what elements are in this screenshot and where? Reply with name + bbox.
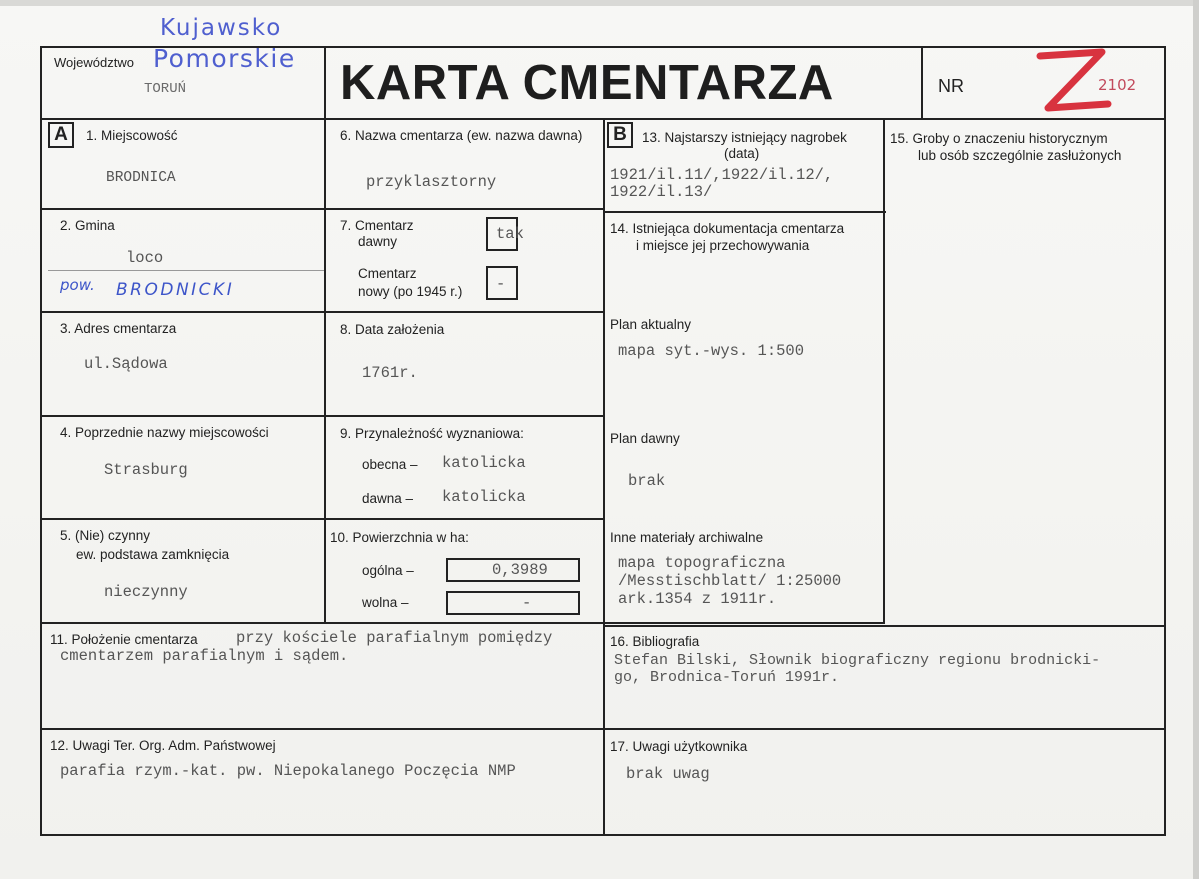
f14-plan-dawny-label: Plan dawny: [610, 431, 680, 446]
f1-value: BRODNICA: [106, 170, 176, 186]
f17-label: 17. Uwagi użytkownika: [610, 739, 748, 754]
rule-row5b: [603, 625, 1166, 627]
f10-wolna-label: wolna –: [362, 595, 409, 610]
f10-wolna-value: -: [522, 594, 532, 612]
f11-label: 11. Położenie cmentarza: [50, 632, 198, 647]
col-3: [883, 118, 885, 624]
f17-value: brak uwag: [626, 765, 710, 783]
f12-label: 12. Uwagi Ter. Org. Adm. Państwowej: [50, 738, 276, 753]
f16-value-line2: go, Brodnica-Toruń 1991r.: [614, 669, 840, 686]
f2-hand-prefix: pow.: [60, 276, 95, 294]
f13-label-line1: 13. Najstarszy istniejący nagrobek: [642, 130, 847, 145]
f8-value: 1761r.: [362, 364, 418, 382]
f2-value: loco: [126, 249, 164, 267]
f7-dawny-value: tak: [496, 225, 524, 243]
f14-plan-dawny-value: brak: [628, 472, 666, 490]
f8-label: 8. Data założenia: [340, 322, 445, 337]
f3-label: 3. Adres cmentarza: [60, 321, 177, 336]
f10-label: 10. Powierzchnia w ha:: [330, 530, 469, 545]
f2-label: 2. Gmina: [60, 218, 115, 233]
col-1: [324, 46, 326, 624]
f14-inne-label: Inne materiały archiwalne: [610, 530, 764, 545]
nr-label: NR: [938, 76, 964, 96]
f9-label: 9. Przynależność wyznaniowa:: [340, 426, 524, 441]
f13-label-line2: (data): [724, 146, 760, 161]
stamp-kujawsko: Kujawsko: [160, 15, 283, 41]
f7-label-line1: 7. Cmentarz: [340, 218, 414, 233]
f7-nowy-line2: nowy (po 1945 r.): [358, 284, 463, 299]
section-b-letter: B: [607, 122, 633, 148]
col-nr: [921, 46, 923, 118]
f14-label-line1: 14. Istniejąca dokumentacja cmentarza: [610, 221, 845, 236]
f4-label: 4. Poprzednie nazwy miejscowości: [60, 425, 269, 440]
f11-value-line1: przy kościele parafialnym pomiędzy: [236, 629, 553, 647]
f16-label: 16. Bibliografia: [610, 634, 700, 649]
f7-nowy-line1: Cmentarz: [358, 266, 417, 281]
f11-value-line2: cmentarzem parafialnym i sądem.: [60, 647, 349, 665]
rule-row5: [40, 622, 885, 624]
f10-ogolna-value: 0,3989: [492, 561, 548, 579]
scan-right-edge: [1193, 0, 1199, 879]
rule-row4: [40, 518, 605, 520]
f5-label-line2: ew. podstawa zamknięcia: [76, 547, 230, 562]
col-2: [603, 118, 605, 836]
scan-top-edge: [0, 0, 1199, 6]
f14-label-line2: i miejsce jej przechowywania: [636, 238, 810, 253]
rule-row1: [40, 208, 605, 210]
rule-gmina-split: [48, 270, 324, 271]
f4-value: Strasburg: [104, 461, 188, 479]
f14-inne-line1: mapa topograficzna: [618, 554, 786, 572]
f15-label-line2: lub osób szczególnie zasłużonych: [918, 148, 1122, 163]
f9-obecna-label: obecna –: [362, 457, 418, 472]
f16-value-line1: Stefan Bilski, Słownik biograficzny regionu brodnicki-: [614, 652, 1101, 669]
f13-value-line2: 1922/il.13/: [610, 183, 713, 201]
f9-obecna-value: katolicka: [442, 454, 526, 472]
f10-wolna-box: [446, 591, 580, 615]
f5-value: nieczynny: [104, 583, 188, 601]
f7-nowy-value: -: [496, 275, 506, 293]
card-title: KARTA CMENTARZA: [340, 56, 834, 110]
f9-dawna-label: dawna –: [362, 491, 414, 506]
f5-label-line1: 5. (Nie) czynny: [60, 528, 151, 543]
stamp-pomorskie: Pomorskie: [153, 44, 296, 73]
wojewodztwo-label: Województwo: [54, 55, 134, 70]
f2-hand-value: BRODNICKI: [116, 280, 235, 300]
f3-value: ul.Sądowa: [84, 355, 168, 373]
f12-value: parafia rzym.-kat. pw. Niepokalanego Poczęcia NMP: [60, 762, 516, 780]
f13-value-line1: 1921/il.11/,1922/il.12/,: [610, 166, 834, 184]
f14-plan-aktualny-value: mapa syt.-wys. 1:500: [618, 342, 805, 360]
rule-row2: [40, 311, 605, 313]
f9-dawna-value: katolicka: [442, 488, 526, 506]
f14-plan-aktualny-label: Plan aktualny: [610, 317, 692, 332]
f15-label-line1: 15. Groby o znaczeniu historycznym: [890, 131, 1108, 146]
torun-stamp: TORUŃ: [144, 81, 187, 97]
f14-inne-line2: /Messtischblatt/ 1:25000: [618, 572, 842, 590]
rule-b-row1: [603, 211, 886, 213]
section-a-letter: A: [48, 122, 74, 148]
nr-number: 2102: [1098, 76, 1137, 94]
f10-ogolna-label: ogólna –: [362, 563, 414, 578]
f7-label-line2: dawny: [358, 234, 398, 249]
f6-label: 6. Nazwa cmentarza (ew. nazwa dawna): [340, 128, 583, 143]
f14-inne-line3: ark.1354 z 1911r.: [618, 590, 777, 608]
f6-value: przyklasztorny: [366, 173, 497, 191]
f1-label: 1. Miejscowość: [86, 128, 178, 143]
rule-row3: [40, 415, 605, 417]
